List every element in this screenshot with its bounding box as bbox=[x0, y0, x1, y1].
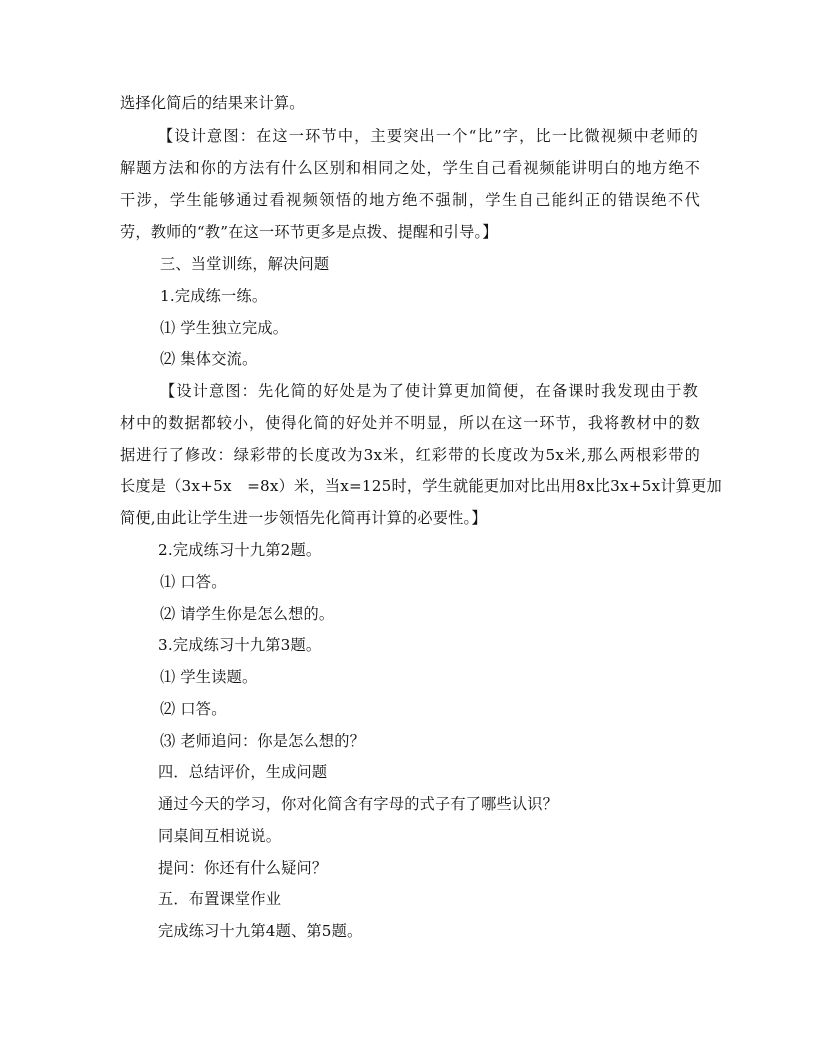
step-2: 2.完成练习十九第2题。 bbox=[158, 541, 322, 559]
step-3-sub-1: ⑴ 学生读题。 bbox=[160, 668, 258, 686]
step-1: 1.完成练一练。 bbox=[160, 287, 268, 305]
design-intent-1-line-4: 劳，教师的“教”在这一环节更多是点拨、提醒和引导。】 bbox=[120, 223, 498, 241]
summary-discuss: 同桌间互相说说。 bbox=[158, 827, 282, 845]
design-intent-1-line-1: 【设计意图：在这一环节中，主要突出一个“比”字，比一比微视频中老师的 bbox=[158, 127, 698, 145]
step-3-sub-2: ⑵ 口答。 bbox=[160, 700, 227, 718]
step-2-sub-2: ⑵ 请学生你是怎么想的。 bbox=[160, 605, 335, 623]
design-intent-1-line-3: 干涉，学生能够通过看视频领悟的地方绝不强制，学生自己能纠正的错误绝不代 bbox=[120, 191, 700, 209]
summary-question: 通过今天的学习，你对化简含有字母的式子有了哪些认识？ bbox=[158, 795, 559, 813]
step-1-sub-2: ⑵ 集体交流。 bbox=[160, 350, 258, 368]
section-heading-5: 五．布置课堂作业 bbox=[158, 890, 282, 908]
text-line-1: 选择化简后的结果来计算。 bbox=[120, 94, 305, 112]
section-heading-4: 四．总结评价，生成问题 bbox=[158, 763, 328, 781]
summary-ask: 提问：你还有什么疑问？ bbox=[158, 859, 328, 877]
design-intent-1-line-2: 解题方法和你的方法有什么区别和相同之处，学生自己看视频能讲明白的地方绝不 bbox=[120, 159, 700, 177]
design-intent-2-line-3: 据进行了修改：绿彩带的长度改为3x米，红彩带的长度改为5x米,那么两根彩带的 bbox=[120, 446, 700, 464]
design-intent-2-line-5: 简便,由此让学生进一步领悟先化简再计算的必要性。】 bbox=[120, 509, 487, 527]
design-intent-2-line-4: 长度是（3x+5x =8x）米，当x=125时，学生就能更加对比出用8x比3x+5x计算更加 bbox=[120, 477, 722, 495]
step-2-sub-1: ⑴ 口答。 bbox=[160, 573, 227, 591]
design-intent-2-line-2: 材中的数据都较小，使得化简的好处并不明显，所以在这一环节，我将教材中的数 bbox=[120, 414, 700, 432]
step-3-sub-3: ⑶ 老师追问：你是怎么想的？ bbox=[160, 732, 366, 750]
homework: 完成练习十九第4题、第5题。 bbox=[158, 922, 363, 940]
design-intent-2-line-1: 【设计意图：先化简的好处是为了使计算更加简便，在备课时我发现由于教 bbox=[160, 382, 698, 400]
section-heading-3: 三、当堂训练，解决问题 bbox=[160, 255, 330, 273]
step-3: 3.完成练习十九第3题。 bbox=[158, 636, 322, 654]
step-1-sub-1: ⑴ 学生独立完成。 bbox=[160, 319, 289, 337]
